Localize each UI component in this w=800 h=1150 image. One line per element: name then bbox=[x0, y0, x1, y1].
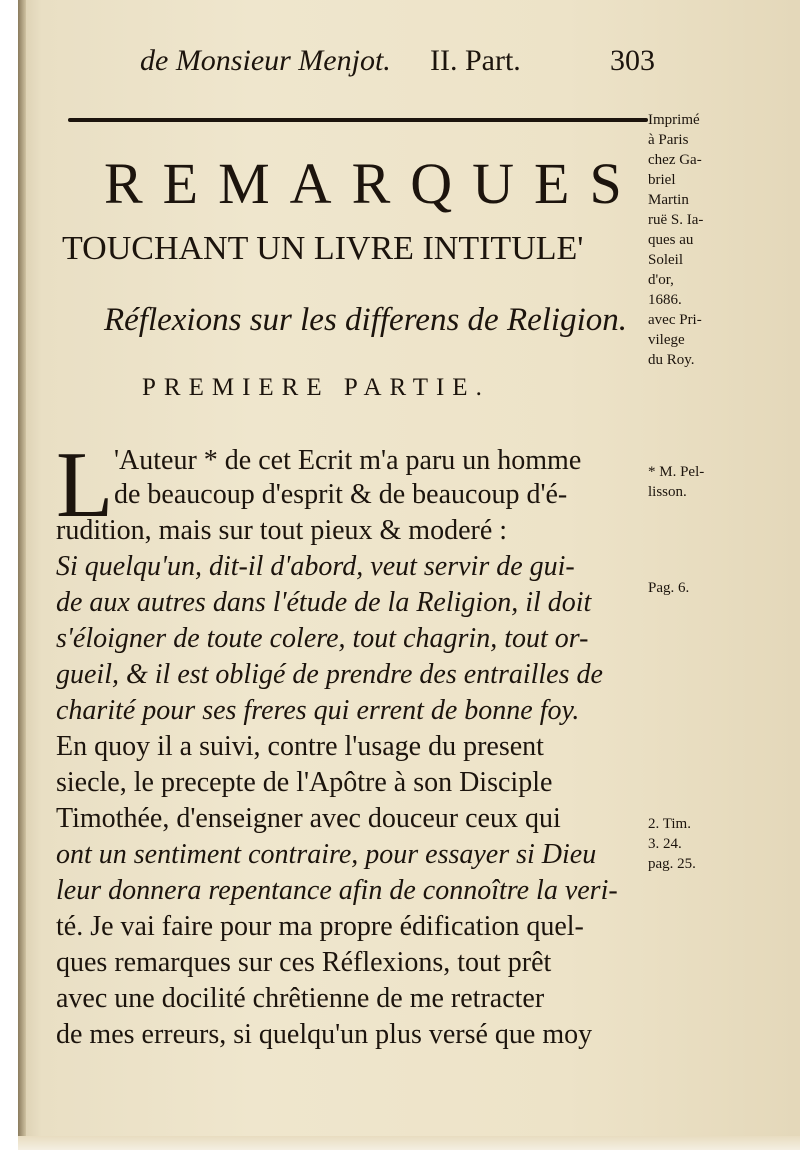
title-main: REMARQUES bbox=[104, 151, 642, 216]
body-line: Timothée, d'enseigner avec douceur ceux qui bbox=[56, 803, 561, 834]
margin-author-note: * M. Pel- lisson. bbox=[648, 464, 705, 500]
body-line: leur donnera repentance afin de connoître la veri- bbox=[56, 875, 618, 906]
page-spine-shadow bbox=[18, 0, 26, 1150]
header-rule bbox=[68, 118, 648, 122]
margin-page-ref: Pag. 6. bbox=[648, 580, 690, 596]
body-line: avec une docilité chrêtienne de me retracter bbox=[56, 983, 545, 1014]
body-line: de aux autres dans l'étude de la Religion, il doit bbox=[56, 587, 592, 618]
page-bottom-edge bbox=[18, 1136, 800, 1150]
running-title: de Monsieur Menjot. bbox=[140, 44, 391, 77]
drop-cap: L bbox=[56, 433, 114, 537]
margin-timothy-ref: 2. Tim. 3. 24. pag. 25. bbox=[648, 816, 696, 872]
body-line: s'éloigner de toute colere, tout chagrin, tout or- bbox=[56, 623, 589, 654]
page-number: 303 bbox=[610, 44, 655, 77]
part-label: II. Part. bbox=[430, 44, 521, 77]
body-line: de mes erreurs, si quelqu'un plus versé que moy bbox=[56, 1019, 593, 1050]
title-part: PREMIERE PARTIE. bbox=[142, 374, 490, 401]
body-line: En quoy il a suivi, contre l'usage du present bbox=[56, 731, 544, 762]
body-line: de beaucoup d'esprit & de beaucoup d'é- bbox=[114, 479, 568, 510]
body-line: ont un sentiment contraire, pour essayer si Dieu bbox=[56, 839, 597, 870]
margin-imprint-note: Imprimé à Paris chez Ga- briel Martin ruë S. Ia- ques au Soleil d'or, 1686. avec Pri- vilege du Roy. bbox=[648, 112, 704, 368]
title-book: Réflexions sur les differens de Religion. bbox=[104, 302, 628, 338]
body-line: Si quelqu'un, dit-il d'abord, veut servir de gui- bbox=[56, 551, 575, 582]
body-line: 'Auteur * de cet Ecrit m'a paru un homme bbox=[114, 445, 582, 476]
body-line: charité pour ses freres qui errent de bonne foy. bbox=[56, 695, 580, 726]
title-subtitle: TOUCHANT UN LIVRE INTITULE' bbox=[62, 230, 584, 267]
body-line: siecle, le precepte de l'Apôtre à son Disciple bbox=[56, 767, 553, 798]
body-line: té. Je vai faire pour ma propre édification quel- bbox=[56, 911, 584, 942]
body-line: rudition, mais sur tout pieux & moderé : bbox=[56, 515, 508, 546]
book-page bbox=[18, 0, 800, 1150]
body-line: gueil, & il est obligé de prendre des entrailles de bbox=[56, 659, 603, 690]
body-line: ques remarques sur ces Réflexions, tout prêt bbox=[56, 947, 552, 978]
